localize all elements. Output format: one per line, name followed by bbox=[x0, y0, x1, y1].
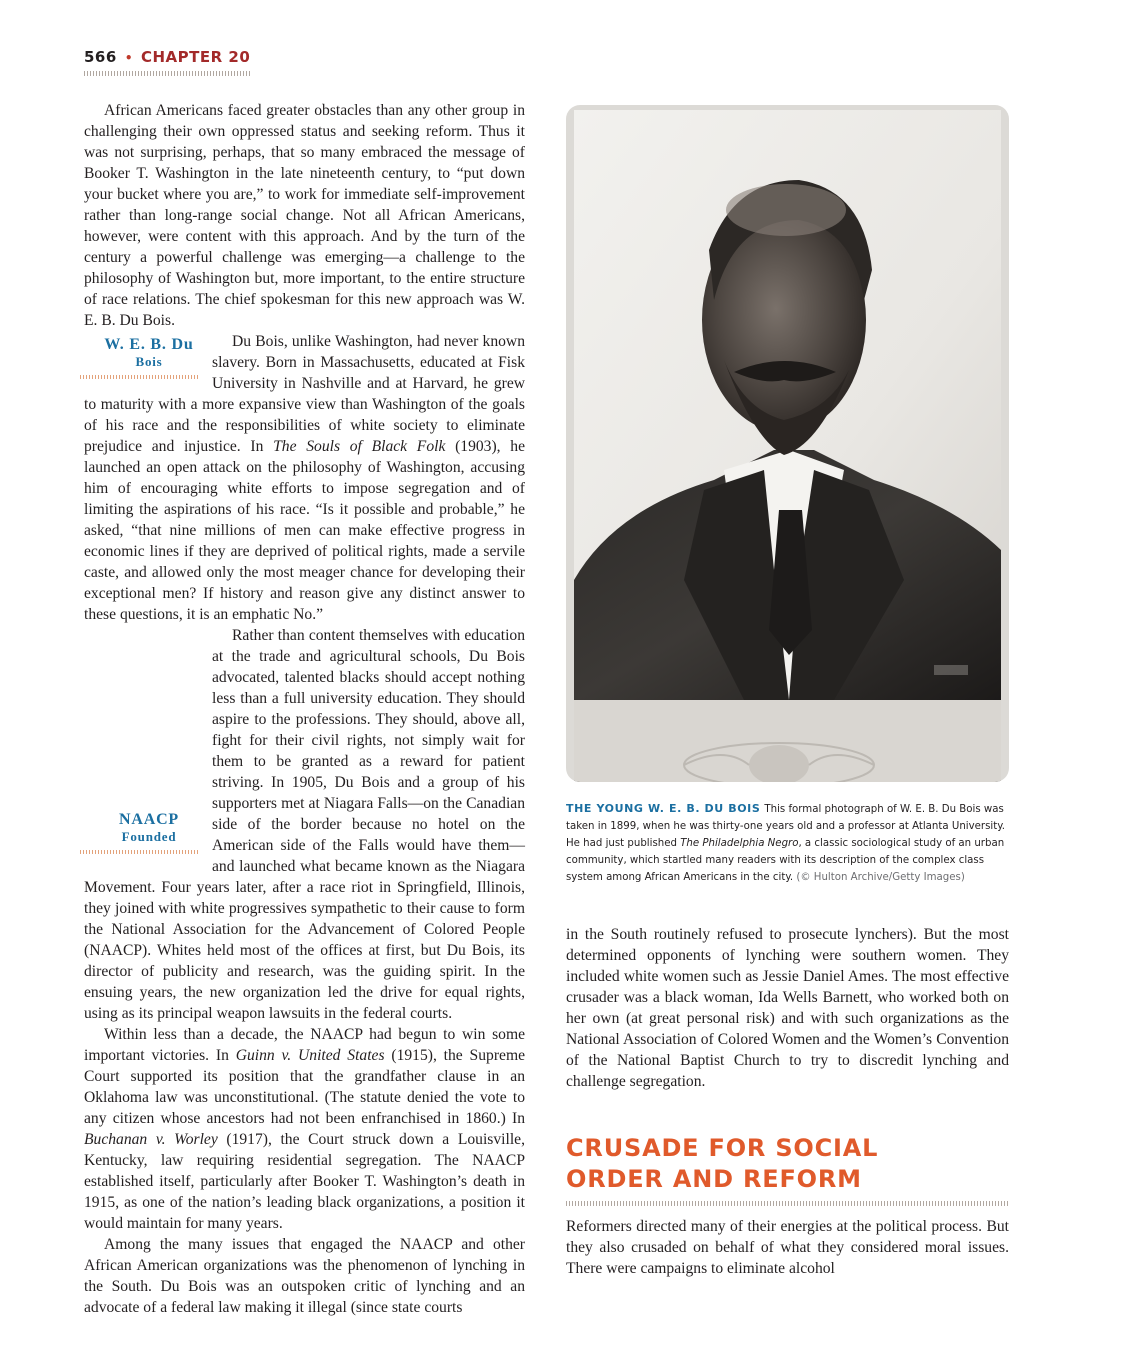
paragraph-reformers: Reformers directed many of their energies at the political process. But they also crusaded on behalf of what they considered moral issues. There were campaigns to eliminate alcohol bbox=[566, 1218, 1009, 1277]
paragraph-niagara: NAACP Founded Rather than content themselves with education at the trade and agricultural schools, Du Bois advocated, talented blacks should accept nothing less than a full university education. They should aspire to the professions. They should, above all, fight for their civil rights, not simply wait for them to be granted as a reward for patient striving. In 1905, Du Bois and a group of his supporters met at Niagara Falls—on the Canadian side of the border because no hotel on the American side of the Falls would have them—and launched what became known as the Niagara Movement. Four years later, after a race riot in Springfield, Illinois, they joined with white progressives sympathetic to their cause to form the National Association for the Advancement of Colored People (NAACP). Whites held most of the offices at first, but Du Bois, its director of publicity and research, was the guiding spirit. In the ensuing years, the new organization led the drive for equal rights, using as its principal weapon lawsuits in the federal courts. bbox=[84, 625, 525, 1024]
header-separator: • bbox=[124, 51, 133, 65]
right-column-section bbox=[566, 1216, 1009, 1279]
paragraph-intro: African Americans faced greater obstacles than any other group in challenging their own oppressed status and seeking reform. Thus it was not surprising, perhaps, that so many embraced the message of Booker T. Washington in the late nineteenth century, to “put down your bucket where you are,” to work for immediate self-improvement rather than long-range social change. Not all African Americans, however, were content with this approach. And by the turn of the century a powerful challenge was emerging—a challenge to the philosophy of Washington but, more important, to the entire structure of race relations. The chief spokesman for this new approach was W. E. B. Du Bois. bbox=[84, 102, 525, 329]
caption-title: THE YOUNG W. E. B. DU BOIS bbox=[566, 802, 761, 815]
du-bois-photograph bbox=[566, 105, 1009, 782]
paragraph-lynching-cont: in the South routinely refused to prosecute lynchers). But the most determined opponents of lynching were southern women. They included white women such as Jessie Daniel Ames. The most effective crusader was a black woman, Ida Wells Barnett, who worked both on her own (at great personal risk) and with such organizations as the National Association of Colored Women and the Women’s Convention of the National Baptist Church to try to discredit lynching and challenge segregation. bbox=[566, 926, 1009, 1090]
running-head bbox=[84, 48, 250, 66]
photo-credit: (© Hulton Archive/Getty Images) bbox=[796, 872, 965, 883]
page-number: 566 bbox=[84, 48, 117, 66]
book-title: The Souls of Black Folk bbox=[273, 438, 446, 455]
studio-stamp-icon bbox=[574, 700, 1001, 782]
portrait-image bbox=[574, 110, 1001, 700]
left-column bbox=[84, 100, 525, 1318]
paragraph-victories: Within less than a decade, the NAACP had begun to win some important victories. In Guinn v. United States (1915), the Supreme Court supported its position that the grandfather clause in an Oklahoma law was unconstitutional. (The statute denied the vote to any citizen whose ancestors had not been enfranchised in 1860.) In Buchanan v. Worley (1917), the Court struck down a Louisville, Kentucky, law requiring residential segregation. The NAACP established itself, particularly after Booker T. Washington’s death in 1915, as one of the nation’s leading black organizations, a position it would maintain for many years. bbox=[84, 1026, 525, 1232]
chapter-label: CHAPTER 20 bbox=[140, 48, 251, 66]
margin-head-naacp: NAACP Founded bbox=[80, 811, 198, 854]
paragraph-du-bois: W. E. B. Du Bois Du Bois, unlike Washington, had never known slavery. Born in Massachusetts, educated at Fisk University in Nashville and at Harvard, he grew to maturity with a more expansive view than Washington of the goals of his race and the responsibilities of white society to eliminate prejudice and injustice. In The Souls of Black Folk (1903), he launched an open attack on the philosophy of Washington, accusing him of encouraging white efforts to impose segregation and of limiting the aspirations of his race. “Is it possible and probable,” he asked, “that nine millions of men can make effective progress in economic lines if they are deprived of political rights, made a servile caste, and allowed only the most meager chance for developing their exceptional men? If history and reason give any distinct answer to these questions, it is an emphatic No.” bbox=[84, 331, 525, 625]
section-rule bbox=[566, 1201, 1009, 1206]
paragraph-lynching: Among the many issues that engaged the NAACP and other African American organizations was the phenomenon of lynching in the South. Du Bois was an outspoken critic of lynching and an advocate of a federal law making it illegal (since state courts bbox=[84, 1236, 525, 1316]
right-column bbox=[566, 924, 1009, 1092]
header-rule bbox=[84, 71, 252, 76]
photo-caption: THE YOUNG W. E. B. DU BOIS This formal photograph of W. E. B. Du Bois was taken in 1899, when he was thirty-one years old and a professor at Atlanta University. He had just published The Philadelphia Negro, a classic sociological study of an urban community, which startled many readers with its description of the complex class system among African Americans in the city. (© Hulton Archive/Getty Images) bbox=[566, 802, 1006, 883]
section-heading: CRUSADE FOR SOCIAL ORDER AND REFORM bbox=[566, 1134, 879, 1193]
margin-head-du-bois: W. E. B. Du Bois bbox=[80, 336, 198, 379]
card-mount bbox=[574, 700, 1001, 782]
